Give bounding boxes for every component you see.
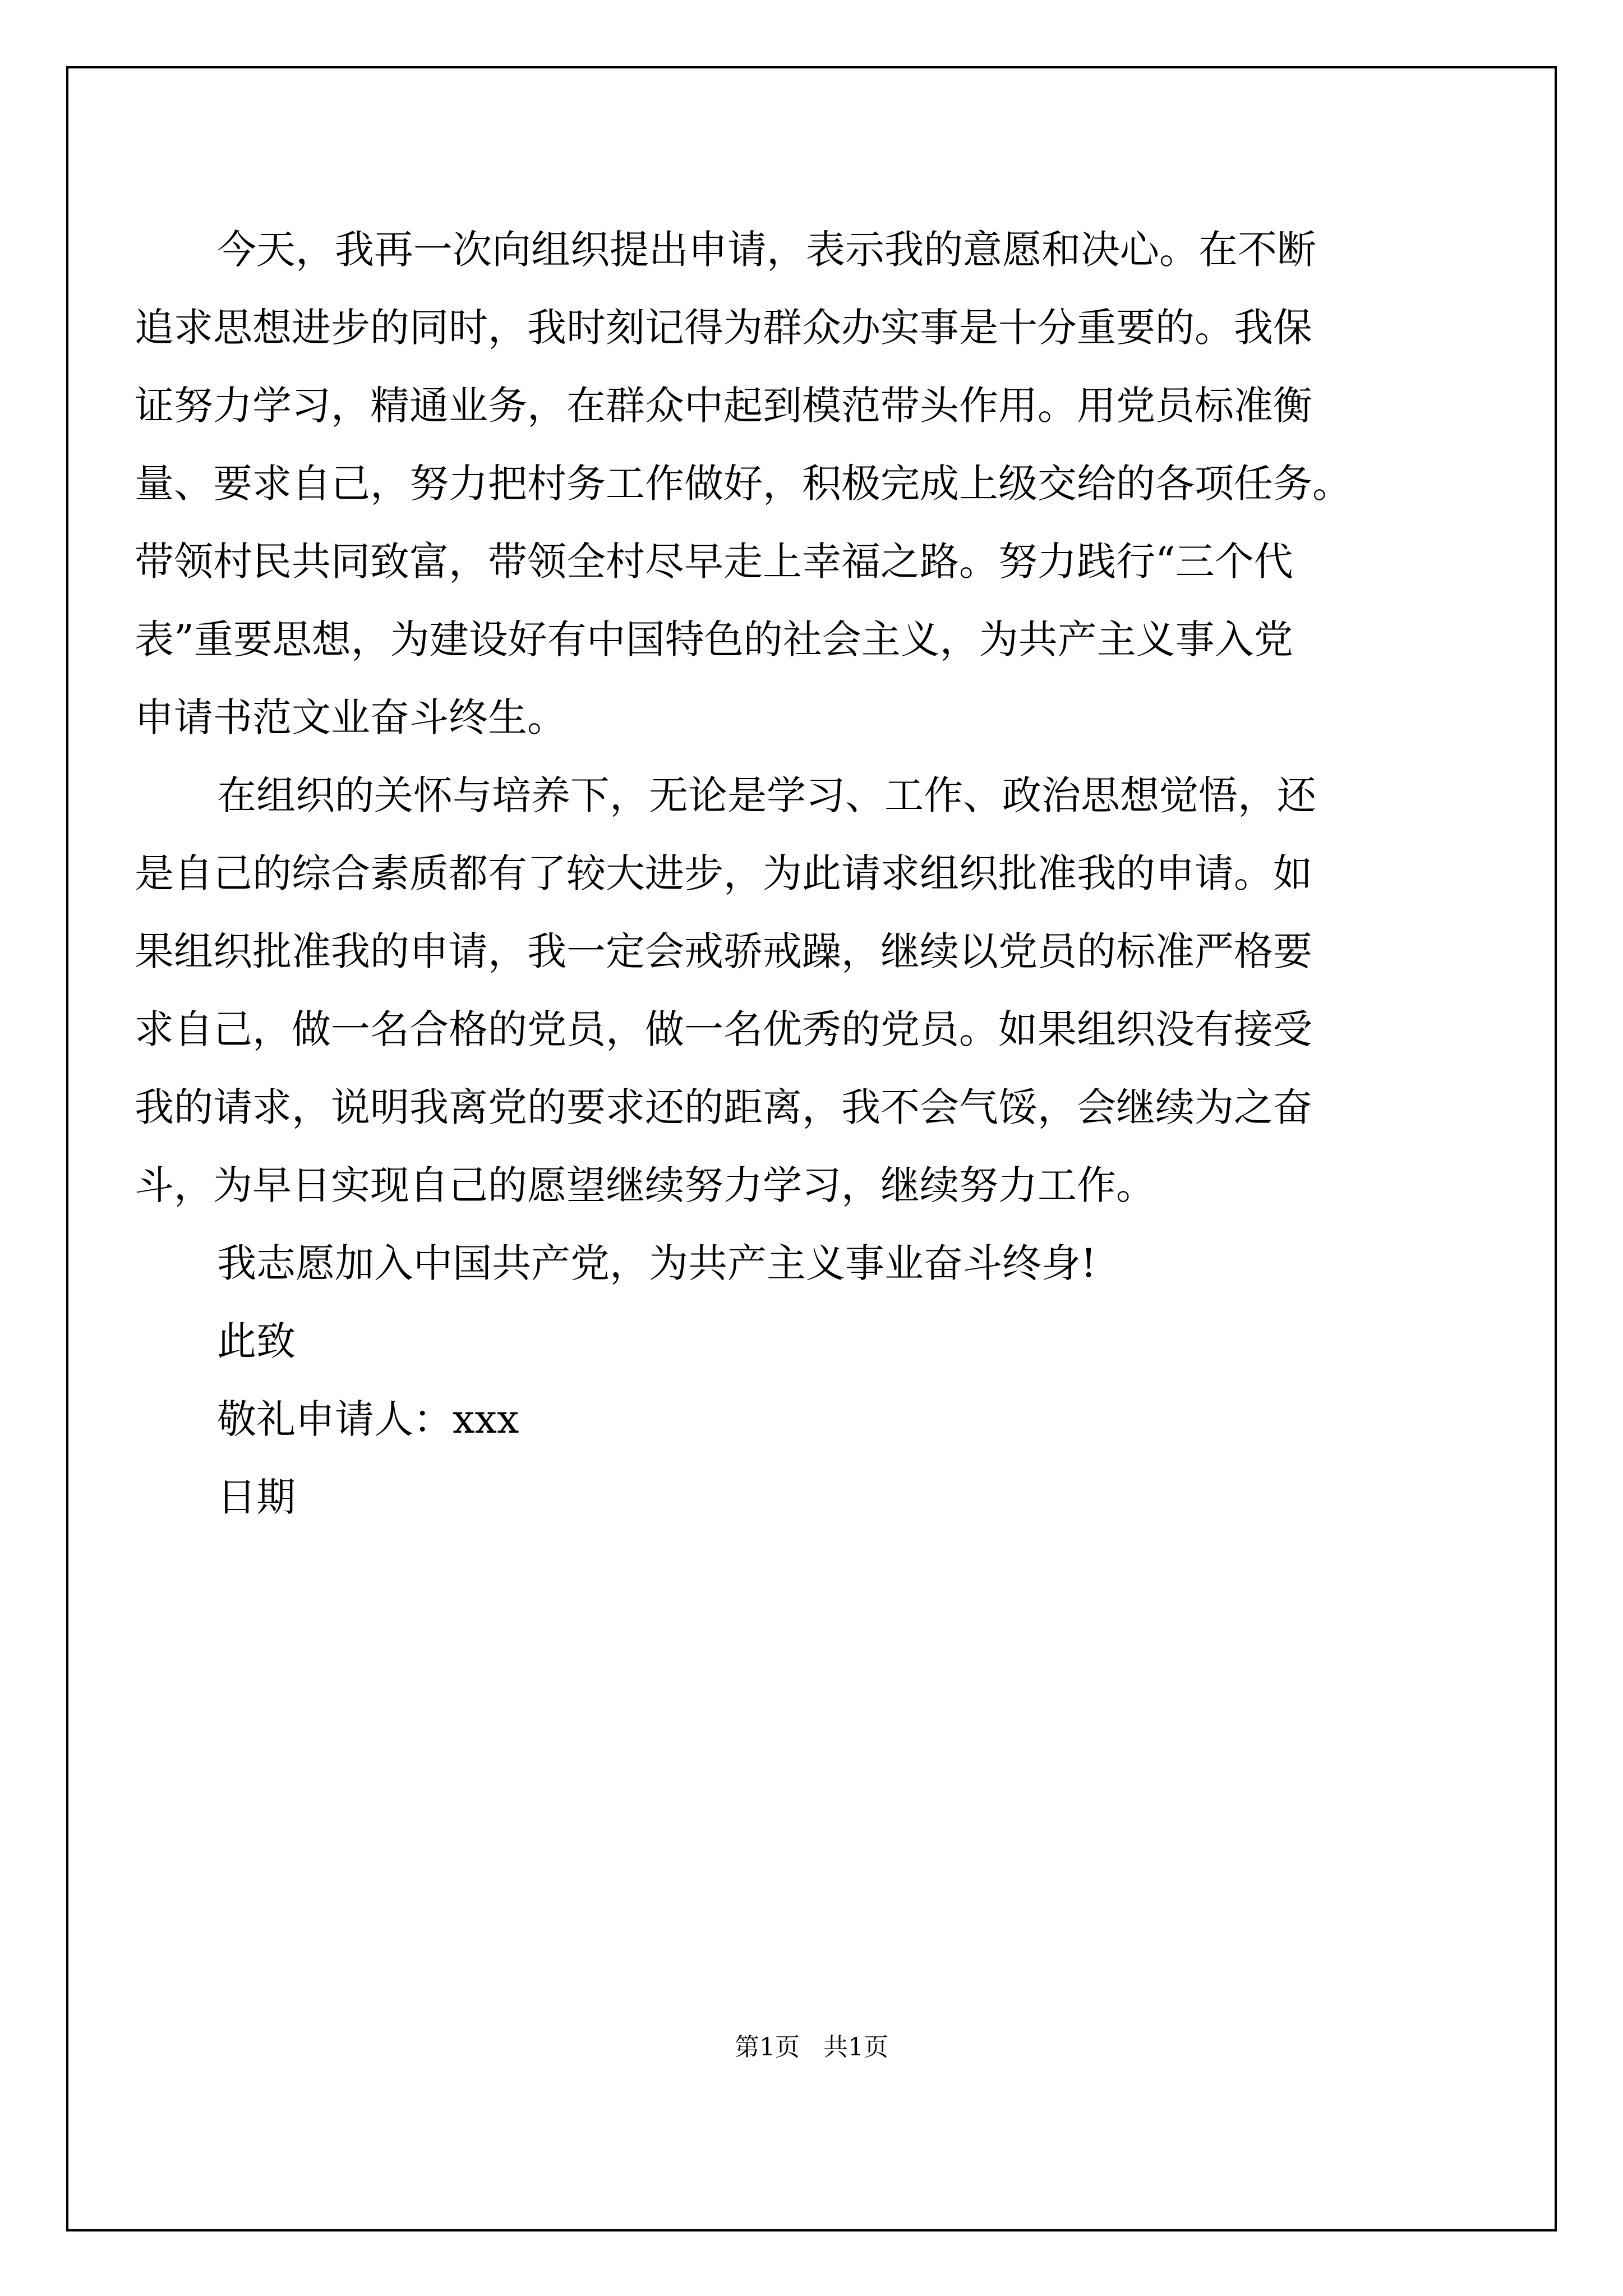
paragraph-1-line-2: 追求思想进步的同时，我时刻记得为群众办实事是十分重要的。我保 — [135, 305, 1312, 351]
paragraph-2-line-2: 是自己的综合素质都有了较大进步，为此请求组织批准我的申请。如 — [135, 850, 1312, 896]
paragraph-1-line-5: 带领村民共同致富，带领全村尽早走上幸福之路。努力践行“三个代 — [135, 539, 1293, 585]
closing-salutation: 此致 — [217, 1318, 296, 1364]
paragraph-2-line-1: 在组织的关怀与培养下，无论是学习、工作、政治思想觉悟，还 — [217, 772, 1316, 818]
paragraph-1-line-7: 申请书范文业奋斗终生。 — [135, 694, 566, 740]
paragraph-2-line-3: 果组织批准我的申请，我一定会戒骄戒躁，继续以党员的标准严格要 — [135, 928, 1312, 974]
paragraph-1-line-4: 量、要求自己，努力把村务工作做好，积极完成上级交给的各项任务。 — [135, 461, 1352, 507]
date-line: 日期 — [217, 1474, 296, 1520]
paragraph-3: 我志愿加入中国共产党，为共产主义事业奋斗终身! — [217, 1240, 1097, 1286]
page-footer: 第1页 共1页 — [735, 2033, 888, 2062]
paragraph-2-line-4: 求自己，做一名合格的党员，做一名优秀的党员。如果组织没有接受 — [135, 1006, 1312, 1052]
paragraph-2-line-6: 斗，为早日实现自己的愿望继续努力学习，继续努力工作。 — [135, 1162, 1155, 1208]
signature-line: 敬礼申请人：xxx — [217, 1396, 519, 1442]
paragraph-1-line-3: 证努力学习，精通业务，在群众中起到模范带头作用。用党员标准衡 — [135, 383, 1312, 429]
paragraph-1-line-6: 表”重要思想，为建设好有中国特色的社会主义，为共产主义事入党 — [135, 616, 1293, 662]
paragraph-2-line-5: 我的请求，说明我离党的要求还的距离，我不会气馁，会继续为之奋 — [135, 1084, 1312, 1130]
paragraph-1-line-1: 今天，我再一次向组织提出申请，表示我的意愿和决心。在不断 — [217, 227, 1316, 273]
